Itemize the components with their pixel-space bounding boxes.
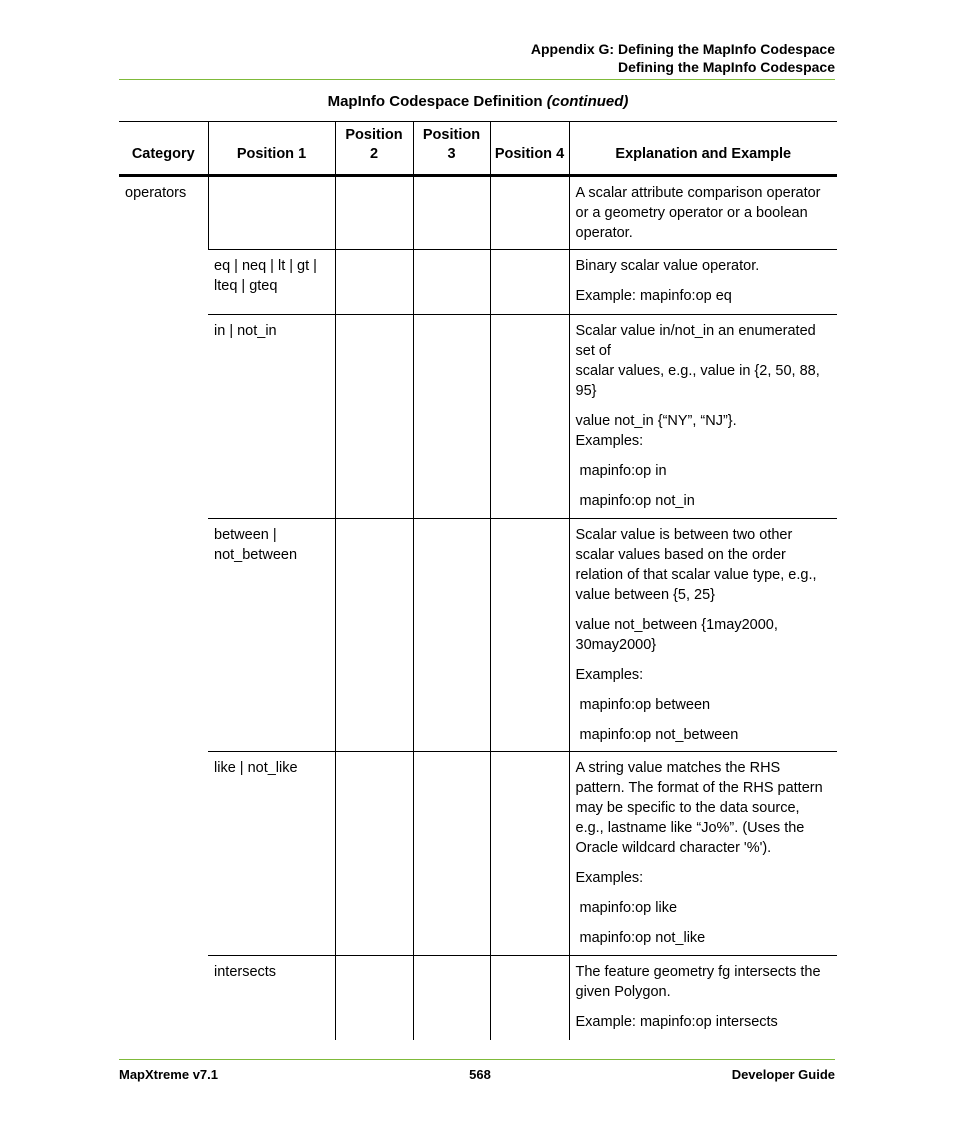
- caption-suffix: (continued): [546, 93, 629, 110]
- header-position-2: Position 2: [335, 122, 413, 176]
- explanation-line: Examples:: [575, 433, 644, 449]
- explanation-line: value not_in {“NY”, “NJ”}.: [575, 413, 737, 429]
- page-number: 568: [469, 1067, 491, 1082]
- example-code: mapinfo:op not_between: [579, 727, 739, 743]
- header-explanation: Explanation and Example: [569, 122, 837, 176]
- category-cell: operators: [125, 185, 187, 201]
- explanation-cell: [569, 956, 837, 1040]
- explanation-text: The feature geometry fg intersects the given Polygon.: [575, 964, 821, 1000]
- explanation-line: scalar values, e.g., value in {2, 50, 88, 95}: [575, 363, 820, 399]
- position-1-cell: eq | neq | lt | gt | lteq | gteq: [208, 250, 335, 315]
- position-2-cell: [335, 752, 413, 956]
- position-3-cell: [413, 250, 490, 315]
- explanation-text: [576, 411, 832, 451]
- header-chapter: Appendix G: Defining the MapInfo Codespace: [530, 41, 835, 57]
- position-4-cell: [490, 315, 569, 519]
- example-code: mapinfo:op not_in: [579, 493, 695, 509]
- table-caption: [119, 93, 837, 110]
- explanation-text: Binary scalar value operator.: [575, 258, 760, 274]
- header-section: Defining the MapInfo Codespace: [617, 59, 835, 75]
- table-row: [119, 752, 837, 956]
- table-header-row: [119, 122, 837, 176]
- example-text: Example: mapinfo:op eq: [575, 288, 732, 304]
- footer-guide-title: Developer Guide: [731, 1067, 835, 1082]
- position-1-cell: [208, 176, 335, 250]
- explanation-text: A string value matches the RHS pattern. The format of the RHS pattern may be specific to the data source, e.g., lastname like “Jo%”. (Uses the Oracle wildcard character '%').: [575, 760, 823, 856]
- explanation-text: value not_between {1may2000, 30may2000}: [575, 617, 778, 653]
- position-4-cell: [490, 176, 569, 250]
- position-2-cell: [335, 315, 413, 519]
- table-row: [119, 956, 837, 1040]
- explanation-cell: [569, 752, 837, 956]
- explanation-text: Scalar value is between two other scalar values based on the order relation of that scalar value type, e.g., value between {5, 25}: [575, 527, 817, 603]
- position-1-cell: intersects: [214, 964, 277, 980]
- explanation-text: [576, 321, 832, 401]
- examples-label: Examples:: [575, 667, 644, 683]
- position-3-cell: [413, 315, 490, 519]
- example-text: Example: mapinfo:op intersects: [575, 1014, 778, 1030]
- explanation-cell: [569, 315, 837, 519]
- header-position-1: Position 1: [208, 122, 335, 176]
- example-code: mapinfo:op between: [579, 697, 711, 713]
- example-code: mapinfo:op not_like: [579, 930, 706, 946]
- position-4-cell: [490, 250, 569, 315]
- position-2-cell: [335, 956, 413, 1040]
- table-row: [119, 519, 837, 752]
- table-row: [119, 250, 837, 315]
- running-header: [531, 40, 835, 76]
- header-position-3: Position 3: [413, 122, 490, 176]
- table-row: [119, 315, 837, 519]
- examples-label: Examples:: [575, 870, 644, 886]
- position-2-cell: [335, 250, 413, 315]
- header-category: Category: [119, 122, 208, 176]
- position-4-cell: [490, 752, 569, 956]
- position-1-cell: like | not_like: [208, 752, 335, 956]
- footer-rule: [119, 1059, 835, 1060]
- codespace-table: [119, 121, 837, 1040]
- explanation-cell: [569, 176, 837, 250]
- position-1-cell: in | not_in: [208, 315, 335, 519]
- example-code: mapinfo:op like: [579, 900, 678, 916]
- caption-title: MapInfo Codespace Definition: [327, 93, 543, 110]
- header-rule: [119, 79, 835, 80]
- example-code: mapinfo:op in: [579, 463, 667, 479]
- table-row: [119, 176, 837, 250]
- explanation-line: Scalar value in/not_in an enumerated set of: [575, 323, 816, 359]
- position-3-cell: [413, 956, 490, 1040]
- position-3-cell: [413, 519, 490, 752]
- position-3-cell: [413, 752, 490, 956]
- position-4-cell: [490, 519, 569, 752]
- position-2-cell: [335, 519, 413, 752]
- explanation-text: A scalar attribute comparison operator or a geometry operator or a boolean operator.: [575, 185, 821, 241]
- explanation-cell: [569, 250, 837, 315]
- position-3-cell: [413, 176, 490, 250]
- footer-product: MapXtreme v7.1: [119, 1067, 218, 1082]
- position-1-cell: between | not_between: [208, 519, 335, 752]
- header-position-4: Position 4: [490, 122, 569, 176]
- position-4-cell: [490, 956, 569, 1040]
- position-2-cell: [335, 176, 413, 250]
- explanation-cell: [569, 519, 837, 752]
